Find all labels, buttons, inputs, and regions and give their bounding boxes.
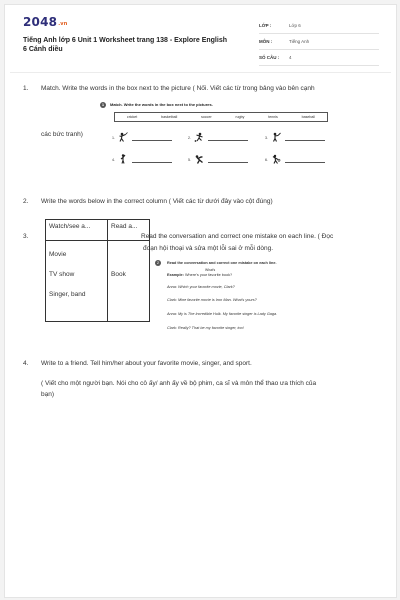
answer-line[interactable] xyxy=(208,140,248,141)
dialogue-line: Anna: My is The Incredible Hulk. My favorite singer is Lady Gaga. xyxy=(167,312,278,316)
picture-item-1: 1. xyxy=(112,132,172,142)
answer-line[interactable] xyxy=(285,162,325,163)
question-3-number: 3. xyxy=(23,233,29,240)
meta-label: MÔN : xyxy=(259,39,273,44)
answer-line[interactable] xyxy=(285,140,325,141)
table-header: Watch/see a... xyxy=(46,220,108,241)
picture-item-4: 4. xyxy=(112,154,172,164)
picture-item-2: 2. xyxy=(188,132,248,142)
table-cell-item: Movie xyxy=(49,251,67,258)
basketball-player-icon xyxy=(118,154,128,164)
word-item: basketball xyxy=(161,115,178,119)
question-1-text-cont: các bức tranh) xyxy=(41,131,83,138)
dialogue-line: Anna: Which your favorite movie, Clark? xyxy=(167,285,235,289)
word-item: soccer xyxy=(201,115,212,119)
correction-word: What's xyxy=(205,268,216,272)
soccer-player-icon xyxy=(194,132,204,142)
tennis-player-icon xyxy=(271,154,281,164)
site-logo[interactable]: $2048^{.vn}$ xyxy=(23,15,68,29)
table-cell-item: Singer, band xyxy=(49,291,86,298)
question-1-text: Match. Write the words in the box next to the picture ( Nối. Viết các từ trong bảng vào bên cạnh xyxy=(41,85,315,92)
exercise-number-badge: 2 xyxy=(156,260,160,265)
word-item: tennis xyxy=(268,115,278,119)
meta-value: 4 xyxy=(289,55,292,60)
dialogue-line: Clark: Mine favorite movie is Iron Man. What's yours? xyxy=(167,298,257,302)
dialogue-line: Clark: Really? That be my favorite singer, too! xyxy=(167,326,244,330)
question-1-number: 1. xyxy=(23,85,29,92)
question-4-text: Write to a friend. Tell him/her about your favorite movie, singer, and sport. xyxy=(41,360,252,367)
table-cell-col1[interactable] xyxy=(46,241,108,322)
meta-label: SỐ CÂU : xyxy=(259,55,280,60)
header-divider xyxy=(10,72,391,73)
meta-row-class xyxy=(259,21,379,34)
answer-line[interactable] xyxy=(132,140,172,141)
exercise-heading: Read the conversation and correct one mistake on each line. xyxy=(167,261,277,265)
meta-row-count xyxy=(259,53,379,66)
question-3-text: Read the conversation and correct one mistake on each line. ( Đọc xyxy=(141,233,334,240)
table-cell-item: Book xyxy=(111,271,126,278)
question-1-image xyxy=(100,102,340,172)
exercise-heading: 1 Match. Write the words in the box next to the pictures. xyxy=(101,102,213,107)
table-header: Read a... xyxy=(108,220,150,241)
answer-line[interactable] xyxy=(208,162,248,163)
question-3-text-cont: đoạn hội thoại và sửa một lỗi sai ở mỗi dòng. xyxy=(143,245,274,252)
meta-value: Lớp 6 xyxy=(289,23,301,28)
answer-line[interactable] xyxy=(132,162,172,163)
question-4-number: 4. xyxy=(23,360,29,367)
worksheet-meta xyxy=(259,21,379,69)
meta-row-subject xyxy=(259,37,379,50)
question-4-translation-cont: bạn) xyxy=(41,391,55,398)
question-2-text: Write the words below in the correct column ( Viết các từ dưới đây vào cột đúng) xyxy=(41,198,273,205)
meta-value: Tiếng Anh xyxy=(289,39,310,44)
word-box xyxy=(114,112,328,122)
picture-item-3: 3. xyxy=(265,132,325,142)
cricket-player-icon xyxy=(118,132,128,142)
question-2-number: 2. xyxy=(23,198,29,205)
worksheet-page xyxy=(4,4,397,598)
table-cell-item: TV show xyxy=(49,271,75,278)
picture-item-5: 5. xyxy=(188,154,248,164)
sort-table xyxy=(45,219,150,322)
picture-item-6: 6. xyxy=(265,154,325,164)
question-4-translation: ( Viết cho một người bạn. Nói cho cô ấy/ anh ấy về bộ phim, ca sĩ và môn thể thao ưa thích của xyxy=(41,380,317,387)
worksheet-title: Tiếng Anh lớp 6 Unit 1 Worksheet trang 138 - Explore English 6 Cánh diều xyxy=(23,37,227,53)
baseball-player-icon xyxy=(271,132,281,142)
word-item: cricket xyxy=(126,115,138,119)
meta-label: LỚP : xyxy=(259,23,272,28)
word-item: baseball xyxy=(301,115,316,119)
word-item: rugby xyxy=(235,115,245,119)
rugby-player-icon xyxy=(194,154,204,164)
example-line: Example: Where's your favorite book? xyxy=(167,273,233,277)
